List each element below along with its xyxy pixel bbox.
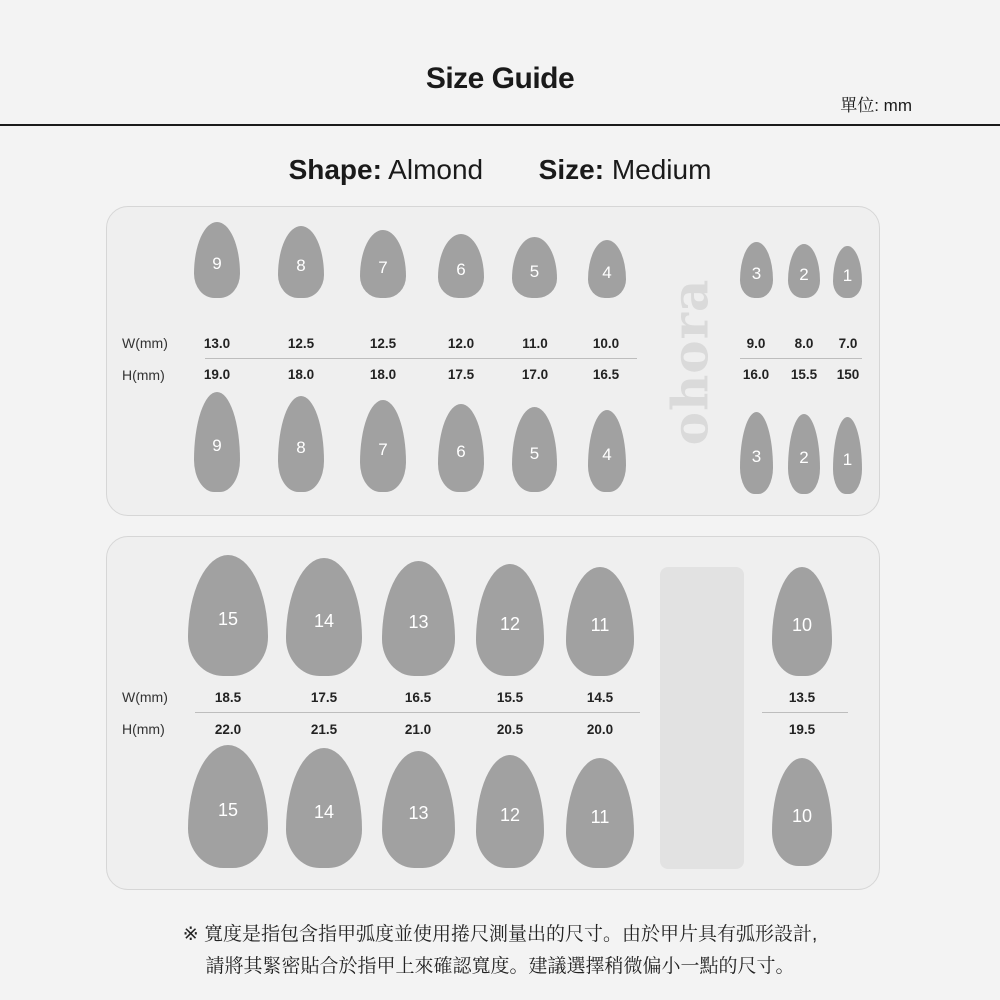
nail-size-11: 11: [566, 567, 634, 676]
width-value: 15.5: [496, 690, 524, 705]
page-title: Size Guide: [425, 62, 575, 95]
nail-size-10: 10: [772, 567, 832, 676]
nail-size-5: 5: [512, 237, 557, 298]
height-value: 22.0: [214, 722, 242, 737]
width-value: 8.0: [794, 336, 814, 351]
height-value: 19.5: [788, 722, 816, 737]
nail-size-7: 7: [360, 400, 406, 492]
nail-size-12: 12: [476, 755, 544, 868]
height-value: 17.0: [521, 367, 549, 382]
width-value: 12.5: [369, 336, 397, 351]
width-value: 13.5: [788, 690, 816, 705]
height-value: 21.5: [310, 722, 338, 737]
nail-size-2: 2: [788, 414, 820, 494]
nail-size-2: 2: [788, 244, 820, 298]
nail-size-7: 7: [360, 230, 406, 298]
nail-size-9: 9: [194, 392, 240, 492]
height-value: 16.5: [592, 367, 620, 382]
nail-size-5: 5: [512, 407, 557, 492]
height-value: 17.5: [447, 367, 475, 382]
size-value: Medium: [611, 154, 712, 185]
width-row-label: W(mm): [122, 335, 168, 351]
nail-size-8: 8: [278, 396, 324, 492]
unit-label: 單位: mm: [840, 96, 912, 115]
ohora-wordmark: ohora: [660, 278, 720, 446]
width-value: 18.5: [214, 690, 242, 705]
height-value: 18.0: [369, 367, 397, 382]
row-divider: [740, 358, 862, 359]
nail-size-13: 13: [382, 561, 455, 676]
nail-size-13: 13: [382, 751, 455, 868]
width-value: 10.0: [592, 336, 620, 351]
nail-size-8: 8: [278, 226, 324, 298]
width-value: 16.5: [404, 690, 432, 705]
width-value: 11.0: [522, 336, 548, 351]
width-value: 12.5: [287, 336, 315, 351]
nail-size-1: 1: [833, 246, 862, 298]
width-value: 9.0: [746, 336, 766, 351]
row-divider: [195, 712, 640, 713]
height-value: 21.0: [404, 722, 432, 737]
height-value: 15.5: [790, 367, 818, 382]
header-divider: [0, 124, 1000, 126]
nail-size-3: 3: [740, 242, 773, 298]
height-value: 18.0: [287, 367, 315, 382]
shape-value: Almond: [388, 154, 484, 185]
empty-slot: [660, 567, 744, 869]
shape-label: Shape:: [288, 154, 382, 185]
nail-size-6: 6: [438, 234, 484, 298]
spec-line: [0, 154, 1000, 186]
nail-size-6: 6: [438, 404, 484, 492]
size-label: Size:: [538, 154, 605, 185]
height-row-label: H(mm): [122, 721, 165, 737]
width-value: 7.0: [838, 336, 858, 351]
nail-size-3: 3: [740, 412, 773, 494]
nail-size-1: 1: [833, 417, 862, 494]
nail-size-14: 14: [286, 558, 362, 676]
nail-size-10: 10: [772, 758, 832, 866]
nail-size-15: 15: [188, 745, 268, 868]
height-value: 20.0: [586, 722, 614, 737]
nail-size-14: 14: [286, 748, 362, 868]
width-value: 12.0: [447, 336, 475, 351]
row-divider: [205, 358, 637, 359]
nail-size-4: 4: [588, 240, 626, 298]
nail-size-12: 12: [476, 564, 544, 676]
width-value: 17.5: [310, 690, 338, 705]
measurement-note-line1: ※ 寬度是指包含指甲弧度並使用捲尺測量出的尺寸。由於甲片具有弧形設計,: [182, 924, 818, 945]
measurement-note-line2: 請將其緊密貼合於指甲上來確認寬度。建議選擇稍微偏小一點的尺寸。: [205, 956, 795, 977]
height-row-label: H(mm): [122, 367, 165, 383]
height-value: 16.0: [742, 367, 770, 382]
nail-size-4: 4: [588, 410, 626, 492]
row-divider: [762, 712, 848, 713]
height-value: 20.5: [496, 722, 524, 737]
width-row-label: W(mm): [122, 689, 168, 705]
height-value: 150: [836, 367, 860, 382]
width-value: 14.5: [586, 690, 614, 705]
nail-size-15: 15: [188, 555, 268, 676]
width-value: 13.0: [203, 336, 231, 351]
height-value: 19.0: [203, 367, 231, 382]
nail-size-11: 11: [566, 758, 634, 868]
nail-size-9: 9: [194, 222, 240, 298]
